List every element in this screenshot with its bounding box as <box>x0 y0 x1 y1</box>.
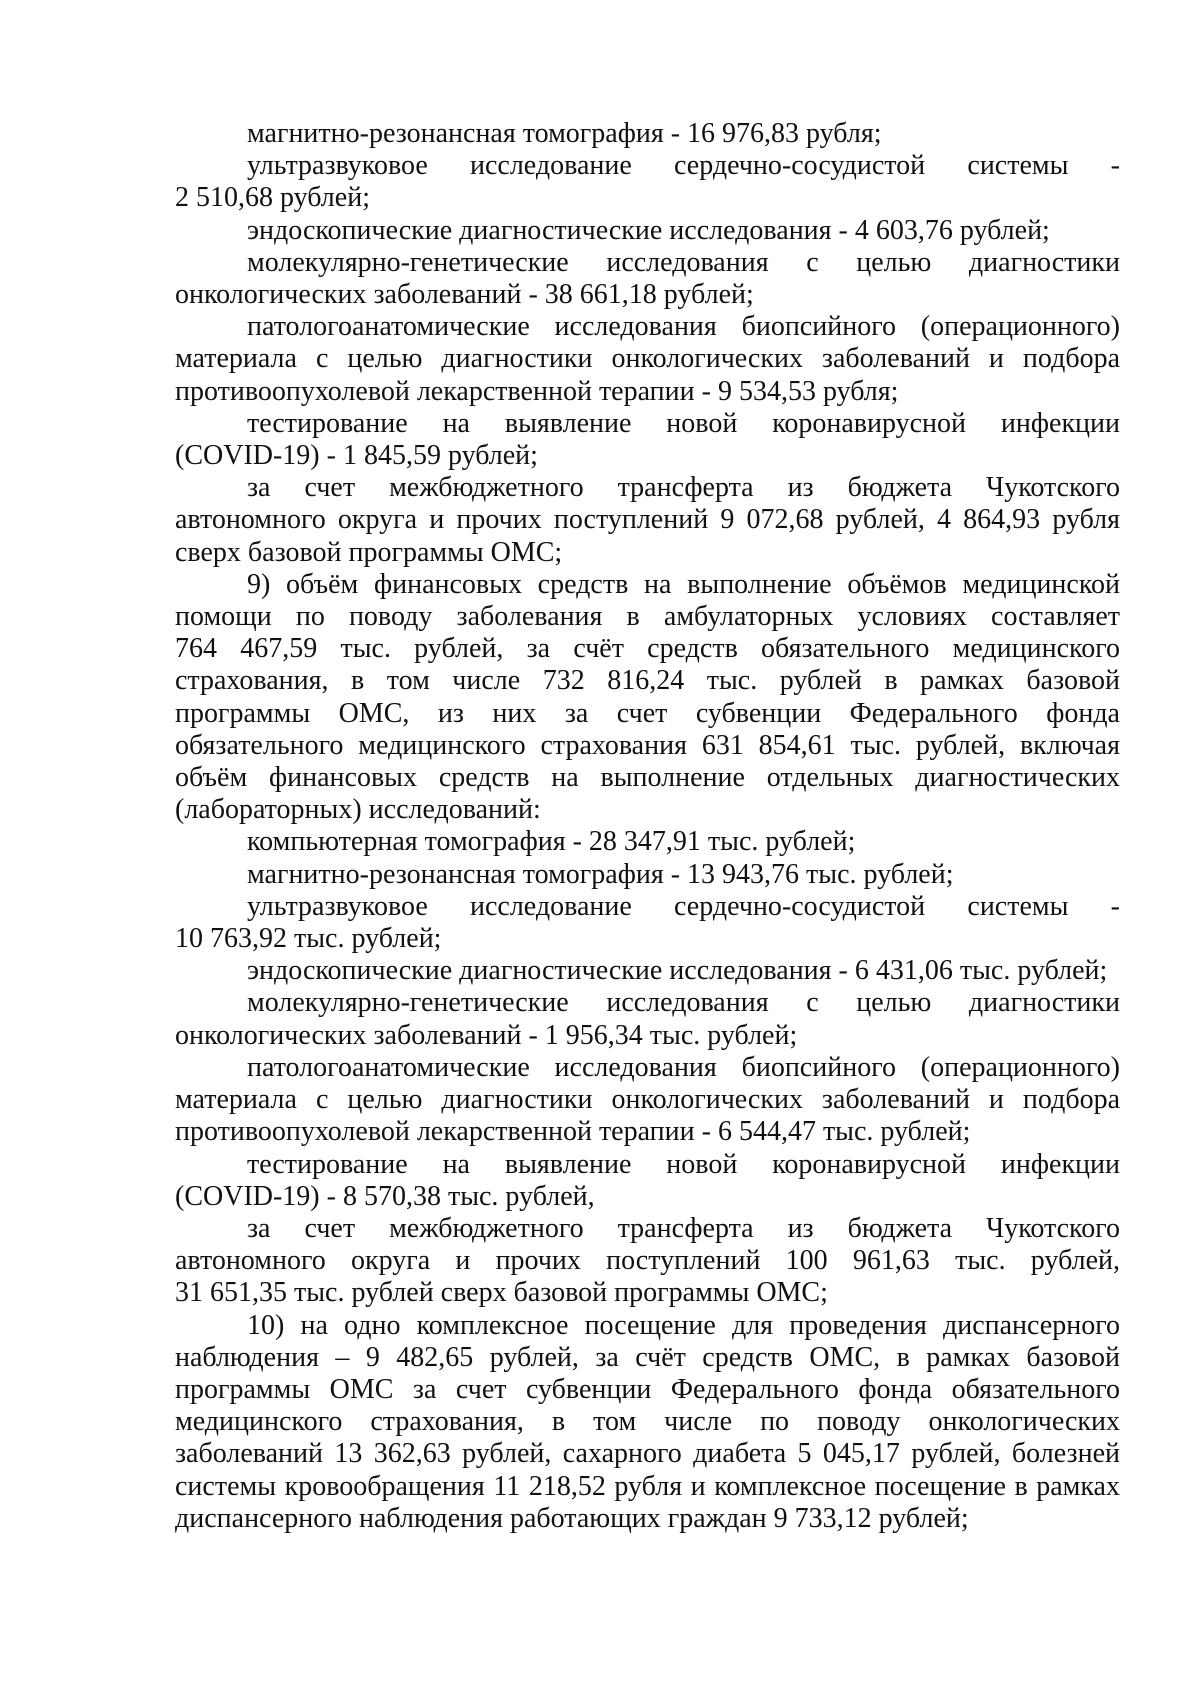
paragraph <box>175 1310 1120 1535</box>
text-line: страхования, в том числе 732 816,24 тыс. рублей в рамках базовой <box>175 665 1120 697</box>
text-line: обязательного медицинского страхования 631 854,61 тыс. рублей, включая <box>175 729 1120 761</box>
text-line: онкологических заболеваний - 1 956,34 тыс. рублей; <box>175 1019 798 1051</box>
text-line: автономного округа и прочих поступлений 100 961,63 тыс. рублей, <box>175 1245 1120 1277</box>
text-line: онкологических заболеваний - 38 661,18 рублей; <box>175 279 754 311</box>
text-line: молекулярно-генетические исследования с целью диагностики <box>247 246 1120 278</box>
text-line: помощи по поводу заболевания в амбулаторных условиях составляет <box>175 601 1120 633</box>
text-line: 10) на одно комплексное посещение для проведения диспансерного <box>247 1309 1120 1341</box>
text-line: компьютерная томография - 28 347,91 тыс. рублей; <box>247 826 856 858</box>
paragraph <box>175 891 1120 955</box>
paragraph <box>175 569 1120 827</box>
text-line: материала с целью диагностики онкологических заболеваний и подбора <box>175 1084 1120 1116</box>
text-line: магнитно-резонансная томография - 16 976,83 рубля; <box>247 118 882 149</box>
text-line: за счет межбюджетного трансферта из бюджета Чукотского <box>247 1212 1120 1244</box>
text-line: за счет межбюджетного трансферта из бюджета Чукотского <box>247 472 1120 504</box>
text-line: эндоскопические диагностические исследования - 4 603,76 рублей; <box>247 214 1050 246</box>
text-line: автономного округа и прочих поступлений 9 072,68 рублей, 4 864,93 рубля <box>175 504 1120 536</box>
text-line: системы кровообращения 11 218,52 рубля и комплексное посещение в рамках <box>175 1470 1120 1502</box>
text-line: наблюдения – 9 482,65 рублей, за счёт средств ОМС, в рамках базовой <box>175 1341 1120 1373</box>
paragraph <box>175 826 1120 858</box>
text-line: 10 763,92 тыс. рублей; <box>175 923 442 955</box>
text-line: программы ОМС, из них за счет субвенции Федерального фонда <box>175 697 1120 729</box>
text-line: молекулярно-генетические исследования с целью диагностики <box>247 987 1120 1019</box>
paragraph <box>175 955 1120 987</box>
paragraph <box>175 987 1120 1051</box>
paragraph <box>175 118 1120 150</box>
text-line: программы ОМС за счет субвенции Федерального фонда обязательного <box>175 1373 1120 1405</box>
text-line: 31 651,35 тыс. рублей сверх базовой программы ОМС; <box>175 1277 828 1309</box>
text-line: заболеваний 13 362,63 рублей, сахарного диабета 5 045,17 рублей, болезней <box>175 1438 1120 1470</box>
text-line: медицинского страхования, в том числе по поводу онкологических <box>175 1406 1120 1438</box>
text-line: патологоанатомические исследования биопсийного (операционного) <box>247 311 1120 343</box>
document-page <box>175 118 1120 1535</box>
paragraph <box>175 1213 1120 1310</box>
text-line: тестирование на выявление новой коронавирусной инфекции <box>247 407 1120 439</box>
paragraph <box>175 311 1120 408</box>
text-line: магнитно-резонансная томография - 13 943,76 тыс. рублей; <box>247 858 954 890</box>
text-line: (COVID-19) - 1 845,59 рублей; <box>175 440 538 472</box>
text-line: (COVID-19) - 8 570,38 тыс. рублей, <box>175 1180 595 1212</box>
text-line: 9) объём финансовых средств на выполнение объёмов медицинской <box>247 568 1120 600</box>
text-line: ультразвуковое исследование сердечно-сосудистой системы - <box>247 150 1120 182</box>
text-line: объём финансовых средств на выполнение отдельных диагностических <box>175 762 1120 794</box>
text-line: 764 467,59 тыс. рублей, за счёт средств обязательного медицинского <box>175 633 1120 665</box>
paragraph <box>175 247 1120 311</box>
text-line: 2 510,68 рублей; <box>175 182 370 214</box>
paragraph <box>175 215 1120 247</box>
text-line: сверх базовой программы ОМС; <box>175 536 563 568</box>
text-line: материала с целью диагностики онкологических заболеваний и подбора <box>175 343 1120 375</box>
paragraph <box>175 859 1120 891</box>
paragraph <box>175 408 1120 472</box>
text-line: ультразвуковое исследование сердечно-сосудистой системы - <box>247 890 1120 922</box>
paragraph <box>175 1052 1120 1149</box>
text-line: диспансерного наблюдения работающих граждан 9 733,12 рублей; <box>175 1502 969 1534</box>
paragraph <box>175 150 1120 214</box>
text-line: патологоанатомические исследования биопсийного (операционного) <box>247 1051 1120 1083</box>
text-line: (лабораторных) исследований: <box>175 794 541 826</box>
paragraph <box>175 1149 1120 1213</box>
text-line: противоопухолевой лекарственной терапии - 9 534,53 рубля; <box>175 375 899 407</box>
paragraph <box>175 472 1120 569</box>
text-line: противоопухолевой лекарственной терапии - 6 544,47 тыс. рублей; <box>175 1116 971 1148</box>
text-line: тестирование на выявление новой коронавирусной инфекции <box>247 1148 1120 1180</box>
text-line: эндоскопические диагностические исследования - 6 431,06 тыс. рублей; <box>247 955 1108 987</box>
